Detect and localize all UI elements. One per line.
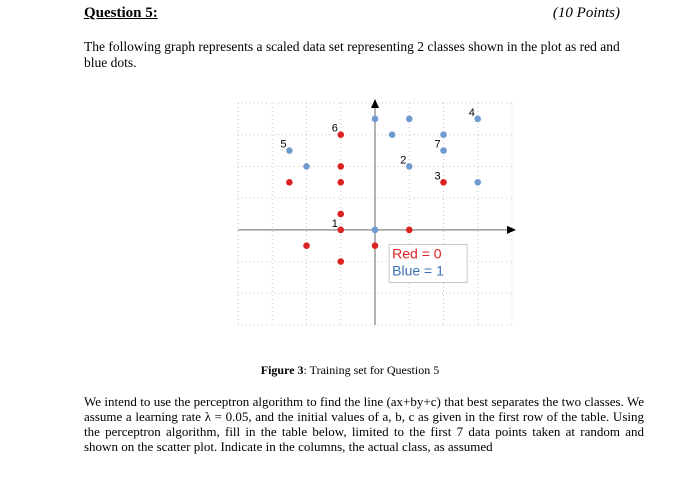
scatter-plot-svg xyxy=(230,95,520,335)
red-point xyxy=(337,211,344,218)
blue-point xyxy=(303,163,310,170)
red-point xyxy=(337,179,344,186)
caption-figure-label: Figure 3 xyxy=(260,363,304,377)
blue-point xyxy=(474,179,481,186)
point-label-6: 6 xyxy=(331,122,338,135)
question-title: Question 5: xyxy=(84,5,158,21)
caption-text: : Training set for Question 5 xyxy=(303,363,440,377)
point-label-1: 1 xyxy=(331,217,338,230)
red-point xyxy=(372,242,379,249)
red-point xyxy=(337,258,344,265)
point-label-5: 5 xyxy=(280,138,287,151)
blue-point xyxy=(406,163,413,170)
plot-legend xyxy=(389,244,467,282)
red-point xyxy=(406,227,413,234)
point-label-7: 7 xyxy=(434,138,441,151)
blue-point xyxy=(372,227,379,234)
blue-point xyxy=(372,116,379,123)
blue-point xyxy=(286,147,293,154)
y-axis-arrow xyxy=(371,99,379,108)
point-label-2: 2 xyxy=(400,154,407,167)
blue-point xyxy=(440,131,447,138)
scatter-plot xyxy=(230,95,520,335)
plot-points xyxy=(280,107,481,265)
red-point xyxy=(337,131,344,138)
red-point xyxy=(286,179,293,186)
question-points: (10 Points) xyxy=(552,5,620,21)
body-paragraph: We intend to use the perceptron algorithm to find the line (ax+by+c) that best separates the two classes. We assume a learning rate λ = 0.05, and the initial values of a, b, c as given in the first row of the table. Using the perceptron algorithm, fill in the table below, limited to the first 7 data points taken at random and shown on the scatter plot. Indicate in the columns, the actual class, as assumed xyxy=(84,394,644,454)
blue-point xyxy=(474,116,481,123)
red-point xyxy=(303,242,310,249)
red-point xyxy=(337,163,344,170)
blue-point xyxy=(440,147,447,154)
plot-axes xyxy=(238,99,516,325)
blue-point xyxy=(389,131,396,138)
point-label-4: 4 xyxy=(468,106,475,119)
red-point xyxy=(440,179,447,186)
figure-caption xyxy=(0,363,700,378)
red-point xyxy=(337,227,344,234)
intro-paragraph: The following graph represents a scaled data set representing 2 classes shown in the plot as red and blue dots. xyxy=(84,39,620,70)
blue-point xyxy=(406,116,413,123)
point-label-3: 3 xyxy=(434,170,441,183)
legend-entry: Red = 0 xyxy=(392,245,442,262)
legend-entry: Blue = 1 xyxy=(392,262,444,279)
